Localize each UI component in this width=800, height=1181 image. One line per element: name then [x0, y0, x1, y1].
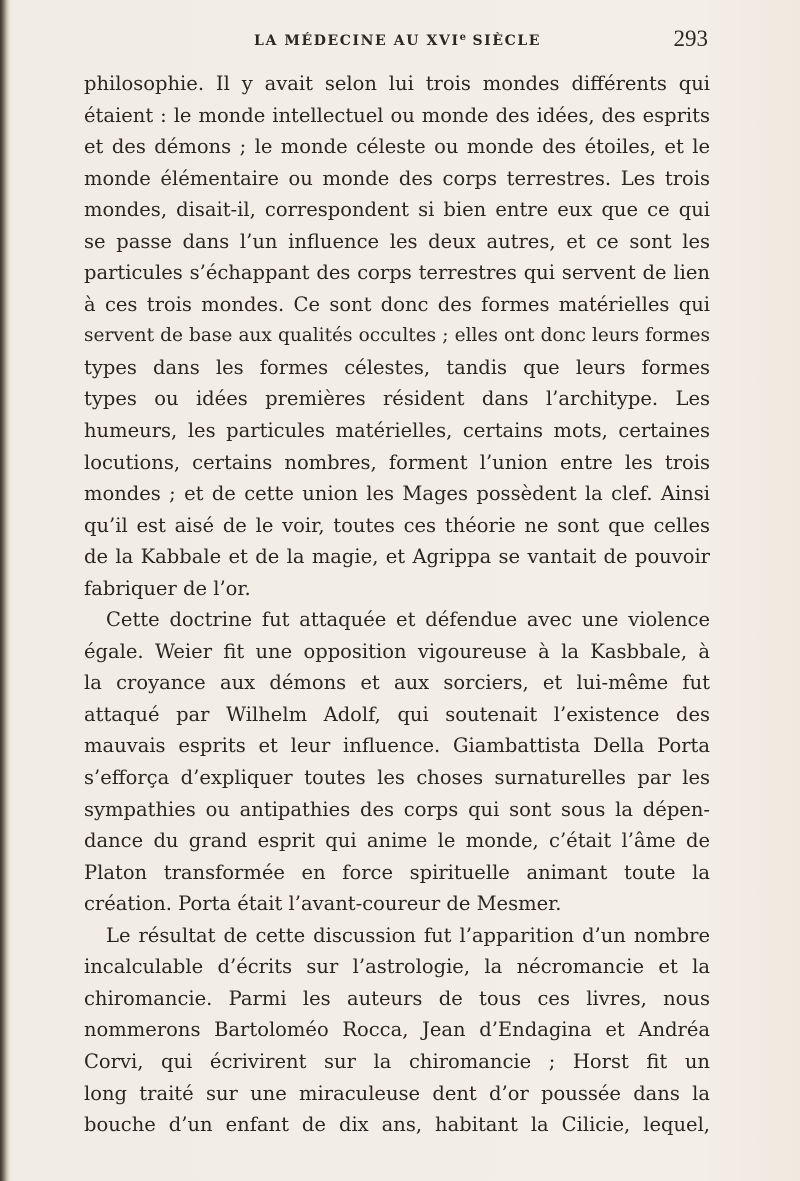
text-line: sympathies ou antipathies des corps qui sont sous la dépen-	[84, 797, 710, 821]
running-title-main: LA MÉDECINE AU XVI	[254, 33, 460, 49]
text-line: mondes ; et de cette union les Mages possèdent la clef. Ainsi	[84, 482, 710, 506]
text-line: mauvais esprits et leur influence. Giambattista Della Porta	[84, 734, 710, 758]
text-line: se passe dans l’un influence les deux autres, et ce sont les	[84, 229, 710, 253]
text-line: et des démons ; le monde céleste ou monde des étoiles, et le	[84, 135, 710, 159]
text-line: long traité sur une miraculeuse dent d’or poussée dans la	[84, 1081, 710, 1105]
text-line: fabriquer de l’or.	[84, 576, 251, 600]
text-line: s’efforça d’expliquer toutes les choses surnaturelles par les	[84, 766, 710, 790]
text-line: servent de base aux qualités occultes ; elles ont donc leurs formes	[84, 325, 710, 347]
text-line: monde élémentaire ou monde des corps terrestres. Les trois	[84, 166, 710, 190]
page-binding-edge	[0, 0, 10, 1181]
text-line: étaient : le monde intellectuel ou monde des idées, des esprits	[84, 103, 710, 127]
text-line: Corvi, qui écrivirent sur la chiromancie ; Horst fit un	[84, 1049, 710, 1073]
text-line: philosophie. Il y avait selon lui trois mondes différents qui	[84, 72, 710, 95]
text-line: Cette doctrine fut attaquée et défendue avec une violence	[106, 608, 710, 632]
running-title-end: SIÈCLE	[466, 33, 542, 49]
text-line: locutions, certains nombres, forment l’union entre les trois	[84, 450, 710, 474]
text-line: bouche d’un enfant de dix ans, habitant la Cilicie, lequel,	[84, 1113, 710, 1137]
text-line: particules s’échappant des corps terrestres qui servent de lien	[84, 261, 710, 285]
text-line: égale. Weier fit une opposition vigoureuse à la Kasbbale, à	[84, 639, 710, 663]
text-line: Platon transformée en force spirituelle animant toute la	[84, 860, 710, 884]
text-line: à ces trois mondes. Ce sont donc des formes matérielles qui	[84, 292, 710, 316]
text-line: mondes, disait-il, correspondent si bien entre eux que ce qui	[84, 198, 710, 222]
running-title	[254, 32, 541, 49]
text-line: chiromancie. Parmi les auteurs de tous ces livres, nous	[84, 986, 710, 1010]
text-line: dance du grand esprit qui anime le monde, c’était l’âme de	[84, 829, 710, 853]
text-line: incalculable d’écrits sur l’astrologie, la nécromancie et la	[84, 955, 710, 979]
text-line: nommerons Bartoloméo Rocca, Jean d’Endagina et Andréa	[84, 1018, 710, 1042]
body-text	[84, 68, 710, 1141]
running-head	[84, 26, 712, 56]
page-number: 293	[673, 26, 708, 51]
text-line: types ou idées premières résident dans l’architype. Les	[84, 387, 710, 411]
text-line: de la Kabbale et de la magie, et Agrippa se vantait de pouvoir	[84, 545, 710, 569]
running-title-superscript: e	[459, 32, 466, 43]
text-line: création. Porta était l’avant-coureur de Mesmer.	[84, 892, 562, 916]
text-line: la croyance aux démons et aux sorciers, et lui-même fut	[84, 671, 710, 695]
text-line: attaqué par Wilhelm Adolf, qui soutenait l’existence des	[84, 702, 710, 726]
text-line: Le résultat de cette discussion fut l’apparition d’un nombre	[106, 923, 710, 947]
text-line: humeurs, les particules matérielles, certains mots, certaines	[84, 419, 710, 443]
text-line: types dans les formes célestes, tandis que leurs formes	[84, 355, 710, 379]
text-line: qu’il est aisé de le voir, toutes ces théorie ne sont que celles	[84, 513, 710, 537]
